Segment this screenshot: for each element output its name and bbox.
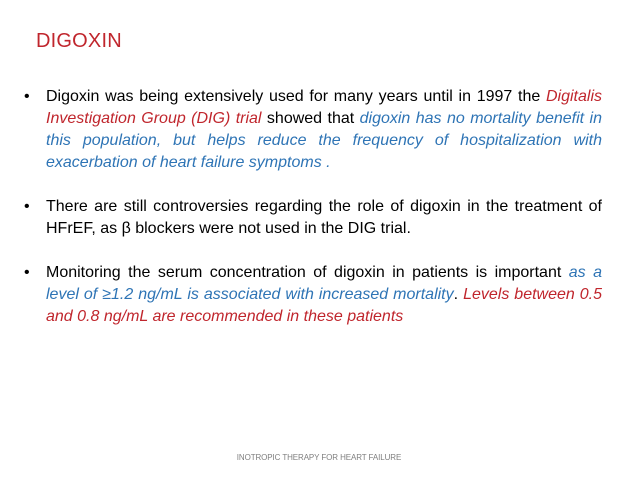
bullet-2-text: There are still controversies regarding the role of digoxin in the treatment of HFrEF, as β blockers were not used in the DIG trial. <box>46 198 602 237</box>
bullet-3-recommended-range: Levels between 0.5 and 0.8 ng/mL are recommended in these patients <box>46 286 603 325</box>
bullet-list <box>24 86 602 328</box>
bullet-3-mortality-level: as a level of ≥1.2 ng/mL is associated with increased mortality <box>46 264 602 303</box>
bullet-icon: • <box>24 88 30 105</box>
bullet-1-text-middle: showed that <box>261 110 360 127</box>
bullet-icon: • <box>24 198 30 215</box>
bullet-item-monitoring <box>24 262 602 328</box>
bullet-item-digoxin-history <box>24 86 602 174</box>
bullet-1-finding: digoxin has no mortality benefit in this population, but helps reduce the frequency of hospitalization with exacerbation of heart failure symptoms . <box>46 110 602 171</box>
bullet-3-separator: . <box>453 286 464 303</box>
bullet-1-text-intro: Digoxin was being extensively used for many years until in 1997 the <box>46 88 546 105</box>
bullet-item-controversies <box>24 196 602 240</box>
bullet-icon: • <box>24 264 30 281</box>
bullet-3-text-intro: Monitoring the serum concentration of digoxin in patients is important <box>46 264 569 281</box>
bullet-1-trial-name: Digitalis Investigation Group (DIG) trial <box>46 88 602 127</box>
slide-footer: INOTROPIC THERAPY FOR HEART FAILURE <box>236 453 402 462</box>
slide-title: DIGOXIN <box>36 30 122 52</box>
